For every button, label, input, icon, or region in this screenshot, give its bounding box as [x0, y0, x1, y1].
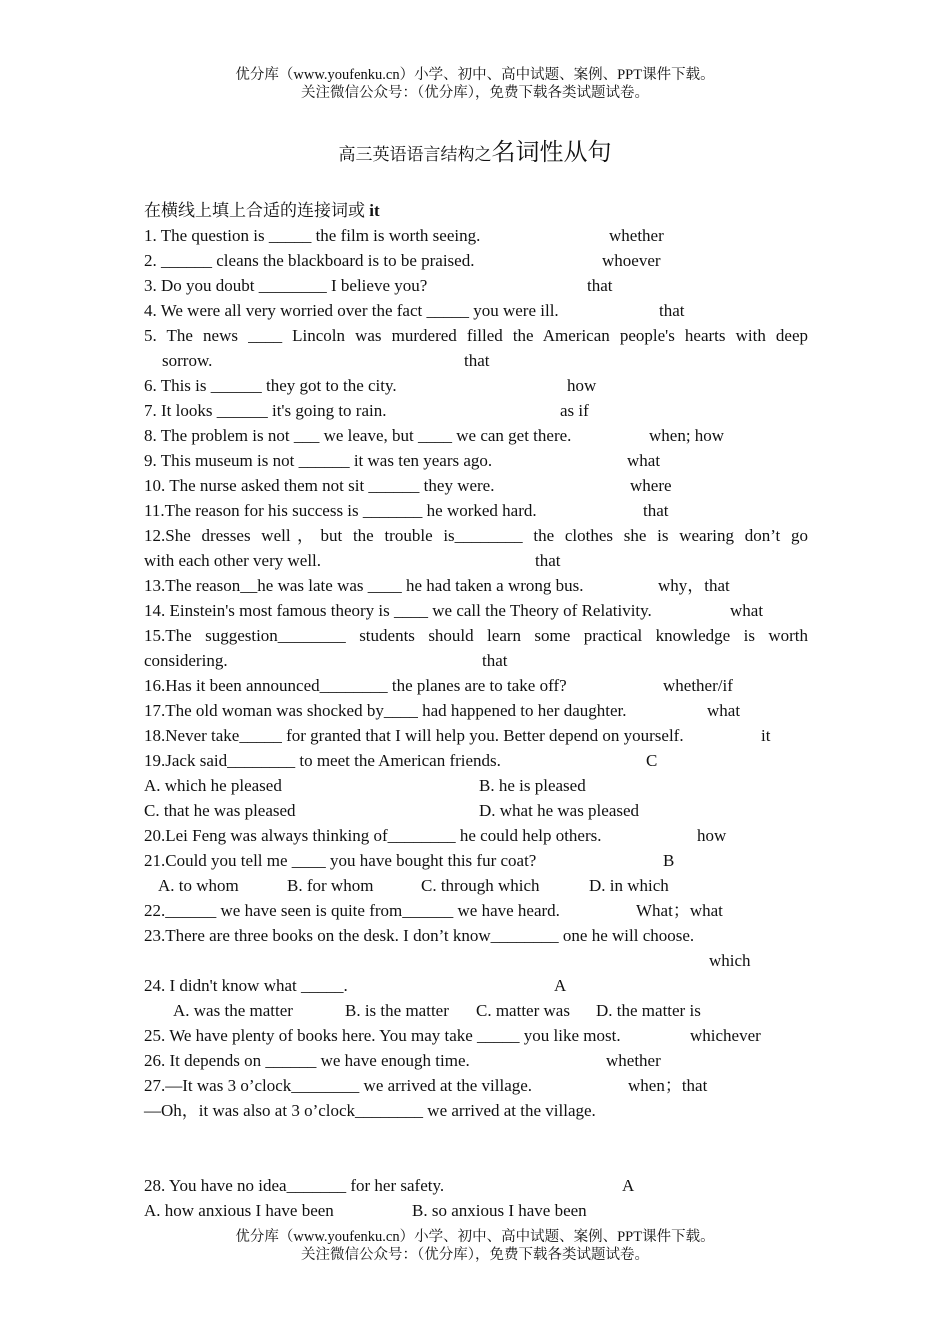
answer: whichever: [690, 1026, 761, 1045]
option-a: A. how anxious I have been: [144, 1201, 334, 1220]
title-big: 名词性从句: [491, 140, 612, 166]
question-text: 25. We have plenty of books here. You may take _____ you like most.: [144, 1026, 621, 1045]
question-26: [144, 1048, 808, 1073]
question-text: 26. It depends on ______ we have enough time.: [144, 1051, 470, 1070]
exercise-content: [144, 198, 808, 1223]
answer: that: [587, 276, 613, 295]
question-20: [144, 823, 808, 848]
question-text: 5. The news ____ Lincoln was murdered filled the American people's hearts with deep: [144, 326, 808, 345]
question-22: [144, 898, 808, 923]
question-1: [144, 223, 808, 248]
answer: A: [554, 976, 567, 995]
question-24: [144, 973, 808, 998]
option-c: C. through which: [421, 876, 540, 895]
question-6: [144, 373, 808, 398]
page-title: [0, 132, 950, 167]
question-18: [144, 723, 808, 748]
question-text: 27.—It was 3 o’clock________ we arrived at the village.: [144, 1076, 533, 1095]
question-27-continued: [144, 1098, 808, 1123]
instruction-text: 在横线上填上合适的连接词或: [144, 201, 370, 220]
option-b: B. he is pleased: [479, 776, 586, 795]
option-d: D. in which: [589, 876, 669, 895]
question-14: [144, 598, 808, 623]
question-5-continued: [144, 348, 808, 373]
question-19: [144, 748, 808, 773]
question-text: 15.The suggestion________ students should learn some practical knowledge is worth: [144, 626, 808, 645]
question-text: 3. Do you doubt ________ I believe you?: [144, 276, 428, 295]
spacer: [144, 1148, 808, 1173]
page-footer: [0, 1228, 950, 1264]
option-a: A. was the matter: [173, 1001, 293, 1020]
question-15: [144, 623, 808, 648]
question-28-options: [144, 1198, 808, 1223]
question-text: 12.She dresses well，but the trouble is________ the clothes she is wearing don’t go: [144, 526, 808, 545]
question-16: [144, 673, 808, 698]
question-5: [144, 323, 808, 348]
question-27: [144, 1073, 808, 1098]
question-8: [144, 423, 808, 448]
question-continuation: with each other very well.: [144, 551, 322, 570]
answer: C: [646, 751, 658, 770]
answer: which: [709, 951, 751, 970]
question-text: 21.Could you tell me ____ you have bought this fur coat?: [144, 851, 537, 870]
question-17: [144, 698, 808, 723]
question-text: 7. It looks ______ it's going to rain.: [144, 401, 387, 420]
question-text: 2. ______ cleans the blackboard is to be praised.: [144, 251, 475, 270]
option-b: B. so anxious I have been: [412, 1201, 587, 1220]
question-28: [144, 1173, 808, 1198]
question-19-options-row-2: [144, 798, 808, 823]
question-19-options-row-1: [144, 773, 808, 798]
answer: B: [663, 851, 675, 870]
instruction: [144, 198, 808, 223]
question-text: 9. This museum is not ______ it was ten years ago.: [144, 451, 493, 470]
answer: when; how: [649, 426, 725, 445]
question-21-options: [144, 873, 808, 898]
question-15-continued: [144, 648, 808, 673]
question-9: [144, 448, 808, 473]
option-a: A. which he pleased: [144, 776, 282, 795]
page-header: [0, 66, 950, 102]
question-continuation: —Oh，it was also at 3 o’clock________ we arrived at the village.: [144, 1101, 596, 1120]
question-text: 20.Lei Feng was always thinking of________ he could help others.: [144, 826, 602, 845]
answer: it: [761, 726, 771, 745]
spacer: [144, 1123, 808, 1148]
answer: how: [567, 376, 597, 395]
question-10: [144, 473, 808, 498]
answer: that: [482, 651, 508, 670]
question-text: 10. The nurse asked them not sit ______ they were.: [144, 476, 495, 495]
question-24-options: [144, 998, 808, 1023]
question-continuation: considering.: [144, 651, 228, 670]
option-c: C. that he was pleased: [144, 801, 296, 820]
question-21: [144, 848, 808, 873]
question-text: 28. You have no idea_______ for her safety.: [144, 1176, 445, 1195]
answer: why，that: [658, 576, 730, 595]
answer: whether: [606, 1051, 661, 1070]
question-text: 22.______ we have seen is quite from______ we have heard.: [144, 901, 560, 920]
question-text: 24. I didn't know what _____.: [144, 976, 348, 995]
option-d: D. what he was pleased: [479, 801, 640, 820]
answer: whether/if: [663, 676, 733, 695]
answer: what: [627, 451, 661, 470]
answer: whether: [609, 226, 664, 245]
answer: what: [707, 701, 741, 720]
answer: that: [659, 301, 685, 320]
answer: how: [697, 826, 727, 845]
question-text: 4. We were all very worried over the fact _____ you were ill.: [144, 301, 559, 320]
question-text: 8. The problem is not ___ we leave, but ____ we can get there.: [144, 426, 572, 445]
instruction-bold: it: [369, 201, 380, 220]
question-11: [144, 498, 808, 523]
answer: that: [535, 551, 561, 570]
header-line-2: 关注微信公众号：（优分库），免费下载各类试题试卷。: [301, 85, 649, 101]
question-2: [144, 248, 808, 273]
question-12: [144, 523, 808, 548]
question-text: 18.Never take_____ for granted that I will help you. Better depend on yourself.: [144, 726, 684, 745]
option-a: A. to whom: [158, 876, 239, 895]
footer-line-2: 关注微信公众号：（优分库），免费下载各类试题试卷。: [301, 1247, 649, 1263]
answer: when；that: [628, 1076, 708, 1095]
answer: as if: [560, 401, 589, 420]
question-text: 14. Einstein's most famous theory is ____ we call the Theory of Relativity.: [144, 601, 652, 620]
question-text: 17.The old woman was shocked by____ had happened to her daughter.: [144, 701, 627, 720]
question-text: 13.The reason__he was late was ____ he had taken a wrong bus.: [144, 576, 584, 595]
question-text: 11.The reason for his success is _______ he worked hard.: [144, 501, 537, 520]
question-23: [144, 923, 808, 948]
option-b: B. for whom: [287, 876, 374, 895]
answer: whoever: [602, 251, 661, 270]
question-text: 6. This is ______ they got to the city.: [144, 376, 397, 395]
option-c: C. matter was: [476, 1001, 570, 1020]
option-d: D. the matter is: [596, 1001, 701, 1020]
question-text: 1. The question is _____ the film is worth seeing.: [144, 226, 481, 245]
question-12-continued: [144, 548, 808, 573]
question-7: [144, 398, 808, 423]
question-continuation: sorrow.: [162, 351, 213, 370]
question-4: [144, 298, 808, 323]
header-line-1: 优分库（www.youfenku.cn）小学、初中、高中试题、案例、PPT课件下载。: [235, 67, 715, 83]
question-23-answer-line: [144, 948, 808, 973]
title-small: 高三英语语言结构之: [338, 145, 492, 164]
answer: A: [622, 1176, 635, 1195]
question-25: [144, 1023, 808, 1048]
answer: What；what: [636, 901, 723, 920]
answer: that: [464, 351, 490, 370]
question-text: 16.Has it been announced________ the planes are to take off?: [144, 676, 567, 695]
question-text: 19.Jack said________ to meet the American friends.: [144, 751, 501, 770]
option-b: B. is the matter: [345, 1001, 449, 1020]
question-text: 23.There are three books on the desk. I don’t know________ one he will choose.: [144, 926, 695, 945]
footer-line-1: 优分库（www.youfenku.cn）小学、初中、高中试题、案例、PPT课件下载。: [235, 1229, 715, 1245]
question-3: [144, 273, 808, 298]
answer: that: [643, 501, 669, 520]
question-13: [144, 573, 808, 598]
answer: what: [730, 601, 764, 620]
answer: where: [630, 476, 672, 495]
